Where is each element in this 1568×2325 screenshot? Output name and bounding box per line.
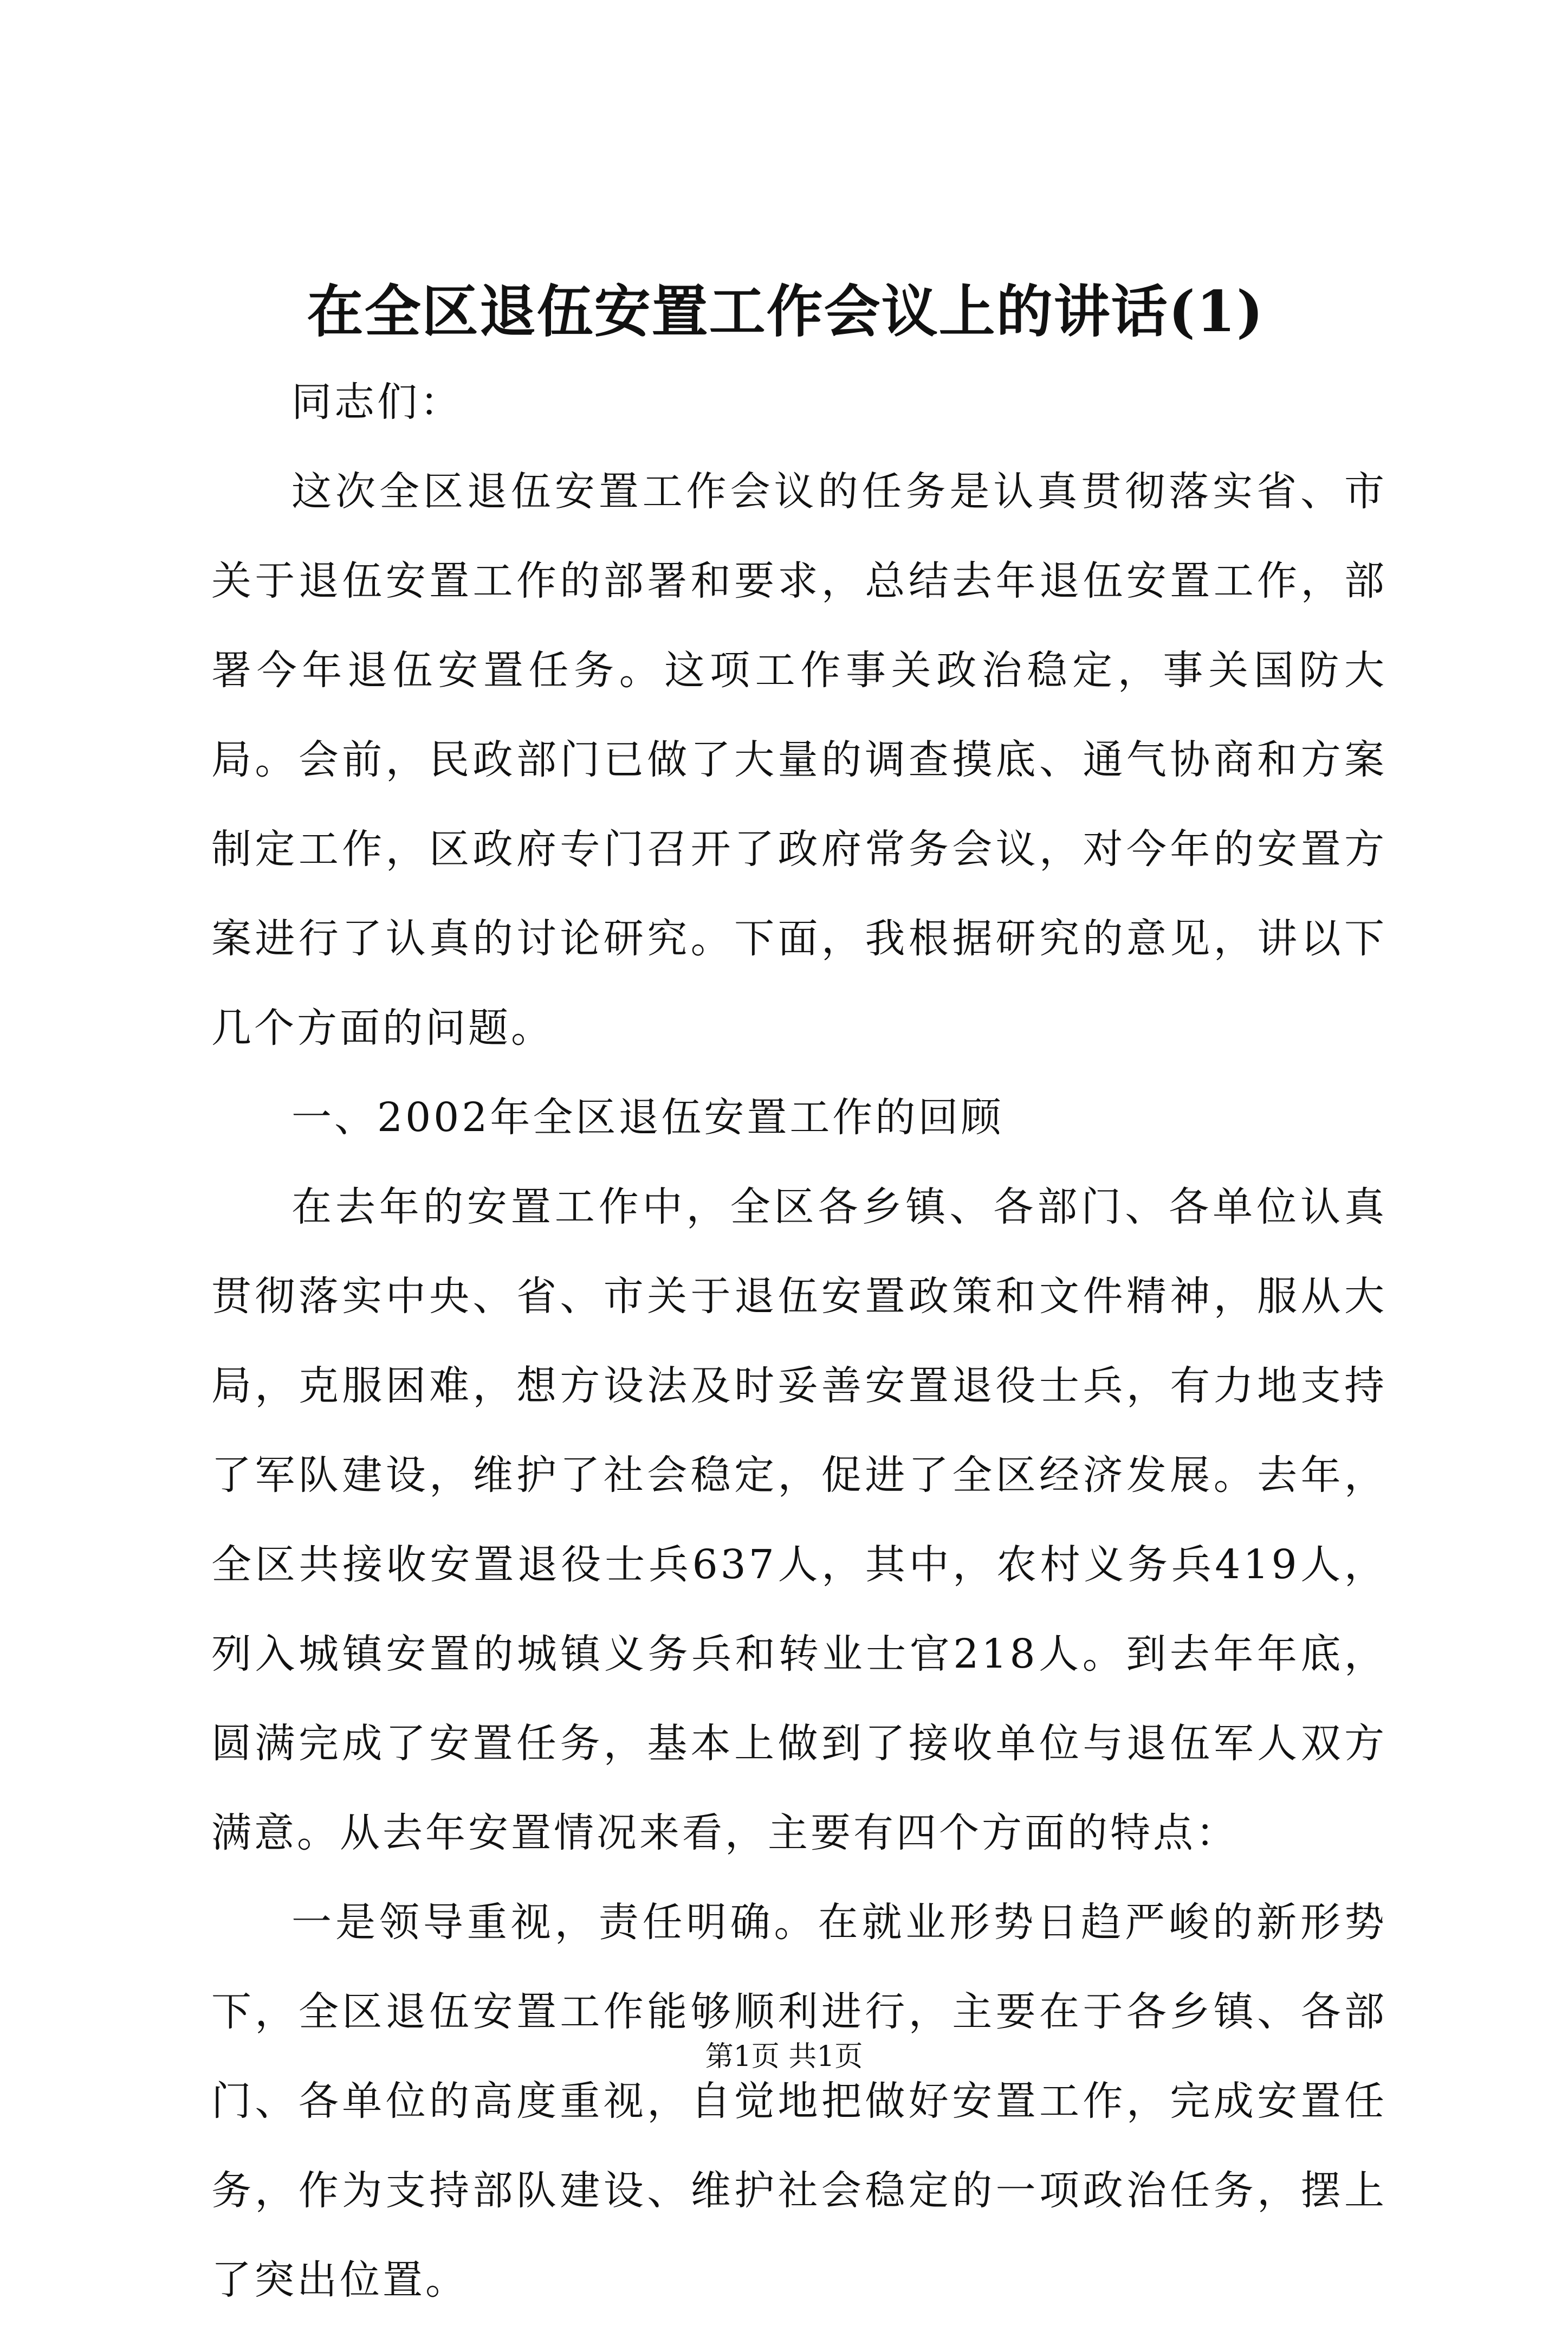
page-footer: 第1页 共1页 [705, 2040, 863, 2073]
document-body [211, 358, 1387, 2325]
document-title: 在全区退伍安置工作会议上的讲话(1) [307, 278, 1265, 345]
intro-paragraph: 这次全区退伍安置工作会议的任务是认真贯彻落实省、市关于退伍安置工作的部署和要求，总结去年退伍安置工作，部署今年退伍安置任务。这项工作事关政治稳定，事关国防大局。会前，民政部门已做了大量的调查摸底、通气协商和方案制定工作，区政府专门召开了政府常务会议，对今年的安置方案进行了认真的讨论研究。下面，我根据研究的意见，讲以下几个方面的问题。 [211, 468, 1387, 1051]
section-heading: 一、2002年全区退伍安置工作的回顾 [291, 1094, 1004, 1141]
salutation-paragraph: 同志们： [291, 379, 463, 425]
feature-paragraph: 一是领导重视，责任明确。在就业形势日趋严峻的新形势下，全区退伍安置工作能够顺利进行，主要在于各乡镇、各部门、各单位的高度重视，自觉地把做好安置工作，完成安置任务，作为支持部队建设、维护社会稳定的一项政治任务，摆上了突出位置。 [211, 1899, 1387, 2303]
review-paragraph: 在去年的安置工作中，全区各乡镇、各部门、各单位认真贯彻落实中央、省、市关于退伍安置政策和文件精神，服从大局，克服困难，想方设法及时妥善安置退役士兵，有力地支持了军队建设，维护了社会稳定，促进了全区经济发展。去年，全区共接收安置退役士兵637人，其中，农村义务兵419人，列入城镇安置的城镇义务兵和转业士官218人。到去年年底，圆满完成了安置任务，基本上做到了接收单位与退伍军人双方满意。从去年安置情况来看，主要有四个方面的特点： [211, 1184, 1387, 1856]
